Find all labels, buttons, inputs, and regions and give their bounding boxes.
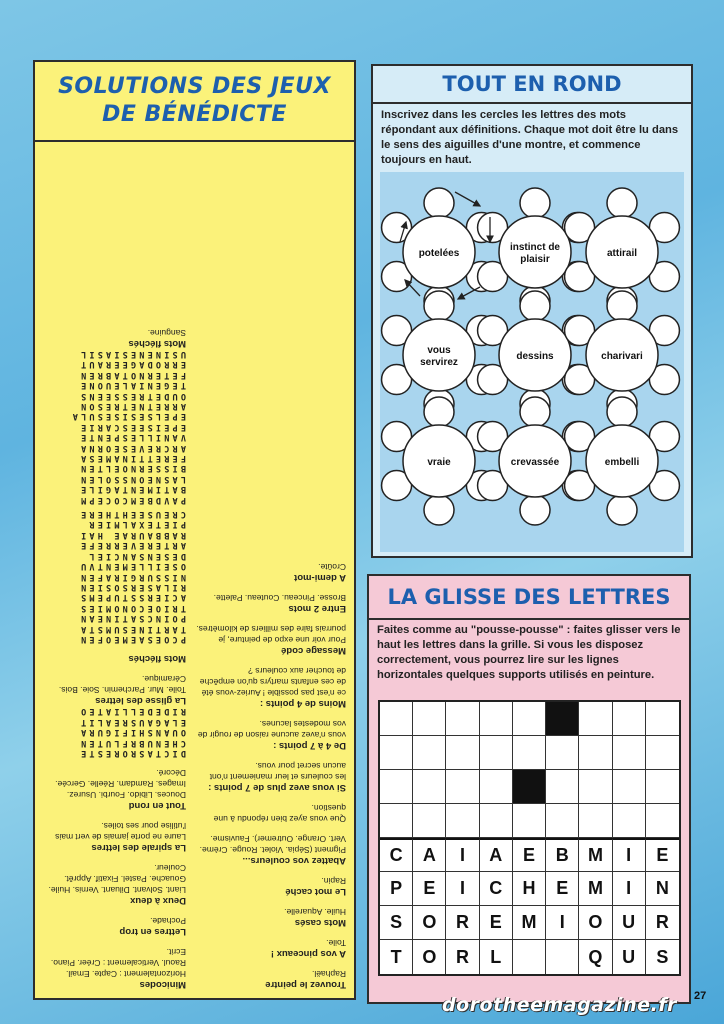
empty-grid-cell[interactable] [646, 804, 679, 838]
letter-grid-cell[interactable]: B [546, 838, 579, 872]
solution-text: Douces. Libido. Fourbi. Usurez. Images. Ramdam. Réelle. Gercée. Décoré. [55, 768, 186, 800]
empty-grid-cell[interactable] [646, 770, 679, 804]
letter-grid-cell[interactable]: M [579, 872, 612, 906]
empty-grid-cell[interactable] [646, 736, 679, 770]
solution-text: Toile. [326, 938, 346, 948]
letter-grid-cell[interactable]: Q [579, 940, 612, 974]
solution-entry [191, 968, 346, 990]
direction-arrow-icon [458, 287, 480, 299]
solution-text: Pour voir une expo de peinture, je pourrais faire des milliers de kilomètres. [196, 624, 346, 645]
solution-entry [41, 820, 186, 853]
letter-circle[interactable] [607, 495, 637, 525]
clue-text: plaisir [520, 254, 550, 265]
clue-text: instinct de [509, 242, 561, 253]
solution-heading: Minicodes [139, 979, 186, 990]
empty-grid-cell[interactable] [579, 804, 612, 838]
letter-circle[interactable] [607, 397, 637, 427]
letter-circle[interactable] [424, 495, 454, 525]
solution-heading: Mots fléchés [128, 652, 186, 664]
empty-grid-cell[interactable] [546, 736, 579, 770]
letter-circle[interactable] [520, 188, 550, 218]
solution-text: Croûte. [318, 562, 346, 572]
solutions-column-1 [191, 552, 346, 990]
letter-grid-cell[interactable]: U [613, 940, 646, 974]
sliding-letter-grid [378, 700, 681, 976]
solution-entry [191, 760, 346, 793]
solution-entry [191, 937, 346, 959]
empty-grid-cell[interactable] [446, 702, 479, 736]
letter-grid-cell[interactable]: E [546, 872, 579, 906]
solutions-title-line2: DE BÉNÉDICTE [102, 102, 287, 127]
letter-grid-cell[interactable]: I [613, 838, 646, 872]
solution-text: Laure ne porte jamais de vert mais l'utilise pour ses toiles. [55, 821, 186, 842]
empty-grid-cell[interactable] [480, 770, 513, 804]
solution-heading: Message codé [281, 645, 346, 656]
empty-grid-cell[interactable] [446, 804, 479, 838]
letter-grid-cell[interactable]: O [413, 940, 446, 974]
solution-entry [191, 592, 346, 614]
letter-grid-cell[interactable]: O [413, 906, 446, 940]
solution-text: Que vous ayez bien répondu à une question. [213, 803, 346, 824]
empty-grid-cell[interactable] [613, 770, 646, 804]
blocked-grid-cell [513, 770, 546, 804]
clue-text: servirez [420, 357, 458, 368]
letter-grid-cell[interactable]: O [579, 906, 612, 940]
solution-text: Pigment (Sépia. Violet. Rouge. Crème. Vert. Orange. Outremer). Fauvisme. [199, 834, 346, 855]
tout-en-rond-panel [371, 64, 693, 558]
solution-text: Sanguine. [147, 327, 186, 338]
empty-grid-cell[interactable] [413, 770, 446, 804]
circle-puzzle-svg [380, 172, 684, 552]
empty-grid-cell[interactable] [446, 736, 479, 770]
letter-circle[interactable] [424, 291, 454, 321]
solution-letter-grid-1: PAVDBEMCOCEPM BATIMENTAGILE LASNEONSSOLEN BISSERNOELTEN FERETTINAMESA ARCREVESEORNA VANILLESPENTE EPEISEESCARIE EPELSESISESULA ARRETNETRESON OUDETRESSEENS TEGENIALEUONE FETERNOTABREN ERRODAGEERAUT USINENESIASIL [69, 349, 186, 505]
solution-heading: Deux à deux [130, 895, 186, 906]
solution-text: Liant. Solvant. Diluant. Vernis. Huile. Gouache. Pastel. Fixatif. Apprêt. Couleur. [48, 863, 186, 895]
empty-grid-cell[interactable] [380, 736, 413, 770]
page-number: 27 [694, 990, 707, 1002]
empty-grid-cell[interactable] [380, 770, 413, 804]
empty-grid-cell[interactable] [546, 770, 579, 804]
letter-grid-cell[interactable]: U [613, 906, 646, 940]
letter-grid-cell[interactable]: T [380, 940, 413, 974]
letter-circle[interactable] [520, 397, 550, 427]
solution-text: Huile. Aquarelle. [284, 907, 346, 917]
letter-grid-cell[interactable]: R [646, 906, 679, 940]
solutions-body-upside-down [35, 142, 354, 998]
clue-text: charivari [601, 351, 643, 362]
solutions-title [35, 62, 354, 142]
empty-grid-cell[interactable] [480, 702, 513, 736]
empty-grid-cell[interactable] [413, 736, 446, 770]
letter-grid-cell[interactable]: L [480, 940, 513, 974]
clue-text: embelli [604, 457, 640, 468]
solution-heading: Si vous avez plus de 7 points : [208, 782, 346, 793]
clue-text: dessins [516, 351, 554, 362]
solution-entry [41, 327, 186, 349]
clue-text: crevassée [510, 457, 560, 468]
solution-entry [191, 802, 346, 824]
letter-grid-cell[interactable]: I [546, 906, 579, 940]
clue-text: potelées [418, 248, 460, 259]
empty-grid-cell[interactable] [380, 702, 413, 736]
empty-grid-cell[interactable] [480, 804, 513, 838]
solution-heading: Lettres en trop [119, 926, 186, 937]
letter-grid-cell[interactable]: R [446, 940, 479, 974]
solution-heading: Mots fléchés [128, 337, 186, 349]
letter-grid-cell[interactable]: N [646, 872, 679, 906]
solution-heading: La spirale des lettres [91, 842, 186, 853]
site-watermark: dorotheemagazine.fr [442, 994, 677, 1016]
empty-grid-cell[interactable] [613, 702, 646, 736]
letter-grid-cell[interactable]: E [646, 838, 679, 872]
letter-grid-cell[interactable]: C [480, 872, 513, 906]
solution-letter-grid-3: PCOESAEMEOFEN TARTINESUMSTA POINCSATINEAN TRIOECONOMIES ACIERSSTUPEMS RILASERSOSIEN NISSURGIRAFEN OSEILLEMENTVU DESENSANCIEL ARTEREVERREFE RABBAURAE HAI PIETEXALMIER CREUSEEHTHERE [77, 509, 186, 644]
letter-grid-cell[interactable]: A [480, 838, 513, 872]
empty-grid-cell[interactable] [613, 736, 646, 770]
solution-text: vous n'avez aucune raison de rougir de vos modestes lacunes. [197, 719, 346, 740]
letter-grid-cell[interactable]: I [446, 838, 479, 872]
empty-grid-cell[interactable] [513, 702, 546, 736]
glisse-des-lettres-panel [367, 574, 691, 1004]
solution-entry [41, 767, 186, 811]
solution-heading: A vos pinceaux ! [270, 948, 346, 959]
letter-grid-cell[interactable]: S [656, 946, 669, 967]
solution-entry [41, 946, 186, 990]
solution-entry [41, 653, 186, 664]
solution-heading: A demi-mot [294, 572, 346, 583]
solution-heading: La glisse des lettres [95, 694, 186, 706]
solution-text: Pochade. [150, 916, 186, 926]
letter-circle[interactable] [424, 397, 454, 427]
solution-text: Rapin. [321, 876, 346, 886]
letter-grid-cell[interactable]: C [380, 838, 413, 872]
tout-en-rond-title: TOUT EN ROND [373, 66, 691, 104]
empty-grid-cell[interactable] [579, 736, 612, 770]
solution-text: les couleurs et leur maniement n'ont aucun secret pour vous. [209, 761, 346, 782]
letter-circle[interactable] [520, 291, 550, 321]
solution-entry [191, 665, 346, 709]
solution-entry [41, 862, 186, 906]
letter-grid-cell[interactable]: H [513, 872, 546, 906]
empty-grid-cell[interactable] [513, 804, 546, 838]
solutions-column-2 [41, 318, 186, 990]
letter-grid-cell[interactable] [513, 940, 546, 974]
solution-text: Toile. Mur. Parchemin. Soie. Bois. Céramique. [58, 673, 186, 695]
blocked-grid-cell [546, 702, 579, 736]
solution-text: ce n'est pas possible ! Auriez-vous été de ces enfants martyrs qu'on empêche de toucher aux couleurs ? [199, 666, 346, 698]
solution-letter-grid-2: DICTASRORESTE CHENUBRFLUTEN OUANSHIFIGURA ELAGAUSREALIT RIDEDELLIATEO [77, 706, 186, 758]
solution-heading: Abattez vos couleurs... [242, 855, 346, 866]
empty-grid-cell[interactable] [413, 702, 446, 736]
tout-en-rond-instructions: Inscrivez dans les cercles les lettres des mots répondant aux définitions. Chaque mot doit être lu dans le sens des aiguilles d'une montre, et commence toujours en haut. [381, 109, 679, 166]
solution-heading: Entre 2 mots [288, 603, 346, 614]
solution-text: Horizontalement : Capte. Email. Raoul. Verticalement : Créer. Piano. Ecrit. [50, 947, 186, 979]
empty-grid-cell[interactable] [646, 702, 679, 736]
clue-text: vous [427, 345, 451, 356]
letter-grid-cell[interactable] [546, 940, 579, 974]
empty-grid-cell[interactable] [413, 804, 446, 838]
solution-entry [191, 623, 346, 656]
solution-entry [191, 906, 346, 928]
solution-entry [191, 875, 346, 897]
solution-entry [191, 718, 346, 751]
letter-grid-cell[interactable]: E [480, 906, 513, 940]
letter-grid-cell[interactable]: P [380, 872, 413, 906]
letter-circle[interactable] [607, 188, 637, 218]
empty-grid-cell[interactable] [480, 736, 513, 770]
letter-grid-cell[interactable]: A [413, 838, 446, 872]
empty-grid-cell[interactable] [513, 736, 546, 770]
solution-heading: Moins de 4 points : [259, 698, 346, 709]
solution-entry [41, 673, 186, 706]
letter-grid-cell[interactable]: M [513, 906, 546, 940]
solution-text: Raphaël. [311, 969, 346, 979]
empty-grid-cell[interactable] [380, 804, 413, 838]
solution-heading: Mots casés [294, 917, 346, 928]
solution-text: Brosse. Pinceau. Couteau. Palette. [213, 593, 346, 603]
solution-entry [191, 833, 346, 866]
empty-grid-cell[interactable] [579, 702, 612, 736]
solution-heading: De 4 à 7 points : [273, 740, 346, 751]
solution-heading: Le mot caché [285, 886, 346, 897]
letter-grid-cell[interactable]: S [380, 906, 413, 940]
direction-arrow-icon [455, 192, 480, 206]
letter-grid-cell[interactable]: M [579, 838, 612, 872]
empty-grid-cell[interactable] [546, 804, 579, 838]
letter-grid-cell[interactable]: E [413, 872, 446, 906]
clue-text: vraie [427, 457, 451, 468]
solutions-panel [33, 60, 356, 1000]
solution-entry [41, 915, 186, 937]
letter-circle[interactable] [424, 188, 454, 218]
empty-grid-cell[interactable] [613, 804, 646, 838]
letter-circle[interactable] [520, 495, 550, 525]
solution-entry [191, 561, 346, 583]
empty-grid-cell[interactable] [579, 770, 612, 804]
letter-circle[interactable] [607, 291, 637, 321]
letter-grid-cell[interactable]: I [613, 872, 646, 906]
solution-heading: Tout en rond [128, 800, 186, 811]
clue-text: attirail [606, 248, 638, 259]
empty-grid-cell[interactable] [446, 770, 479, 804]
solutions-title-line1: SOLUTIONS DES JEUX [58, 74, 331, 99]
letter-grid-cell[interactable]: E [513, 838, 546, 872]
glisse-instructions: Faites comme au "pousse-pousse" : faites glisser vers le haut les lettres dans la grille. Si vous les disposez correctement, vous pourrez lire sur les lignes horizontales quelques supports utilisés en peinture. [377, 624, 681, 681]
letter-grid-cell[interactable]: I [446, 872, 479, 906]
glisse-title: LA GLISSE DES LETTRES [369, 576, 689, 620]
solution-heading: Trouvez le peintre [265, 979, 346, 990]
circle-puzzle-board [380, 172, 684, 552]
letter-grid-cell[interactable]: R [446, 906, 479, 940]
